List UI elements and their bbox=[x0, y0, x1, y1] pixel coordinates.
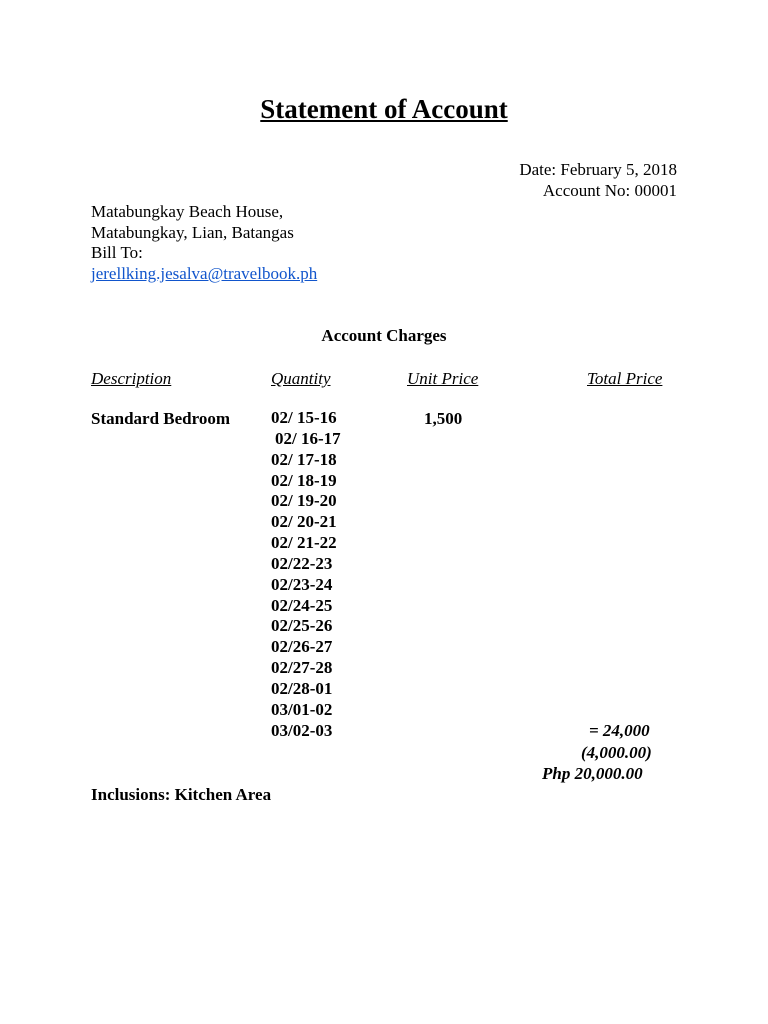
final-total-value: Php 20,000.00 bbox=[542, 764, 643, 783]
item-description: Standard Bedroom bbox=[91, 409, 231, 428]
email-link[interactable]: jerellking.jesalva@travelbook.ph bbox=[91, 264, 318, 283]
date-range-item: 02/ 17-18 bbox=[271, 449, 337, 469]
date-range-item: 03/01-02 bbox=[271, 699, 333, 719]
date-range-item: 02/ 18-19 bbox=[271, 470, 337, 490]
deduction-value: (4,000.00) bbox=[581, 743, 652, 762]
address-line-2: Matabungkay, Lian, Batangas bbox=[91, 223, 294, 242]
section-title-account-charges: Account Charges bbox=[321, 326, 447, 345]
statement-date: Date: February 5, 2018 bbox=[519, 160, 677, 179]
date-range-item: 02/28-01 bbox=[271, 678, 333, 698]
date-range-item: 02/27-28 bbox=[271, 658, 333, 678]
bill-to-label: Bill To: bbox=[91, 243, 143, 262]
account-number: Account No: 00001 bbox=[542, 181, 677, 200]
column-header-total-price: Total Price bbox=[587, 369, 663, 388]
date-range-item: 02/ 20-21 bbox=[271, 512, 337, 532]
address-line-1: Matabungkay Beach House, bbox=[91, 202, 284, 221]
date-range-item: 02/ 15-16 bbox=[271, 408, 337, 427]
date-range-item: 02/ 19-20 bbox=[271, 491, 337, 511]
quantity-date-list bbox=[271, 408, 341, 742]
date-range-item: 02/22-23 bbox=[271, 553, 333, 573]
date-range-item: 03/02-03 bbox=[271, 720, 333, 740]
date-range-item: 02/23-24 bbox=[271, 574, 333, 594]
page-title: Statement of Account bbox=[260, 94, 508, 124]
date-range-item: 02/25-26 bbox=[271, 616, 333, 636]
date-range-item: 02/ 21-22 bbox=[271, 533, 337, 553]
column-header-quantity: Quantity bbox=[271, 369, 331, 388]
subtotal-value: = 24,000 bbox=[589, 721, 650, 740]
item-unit-price: 1,500 bbox=[424, 409, 463, 428]
date-range-item: 02/ 16-17 bbox=[275, 428, 341, 448]
column-header-description: Description bbox=[91, 369, 172, 388]
date-range-item: 02/24-25 bbox=[271, 595, 333, 615]
inclusions-note: Inclusions: Kitchen Area bbox=[91, 785, 272, 804]
column-header-unit-price: Unit Price bbox=[407, 369, 479, 388]
date-range-item: 02/26-27 bbox=[271, 637, 333, 657]
